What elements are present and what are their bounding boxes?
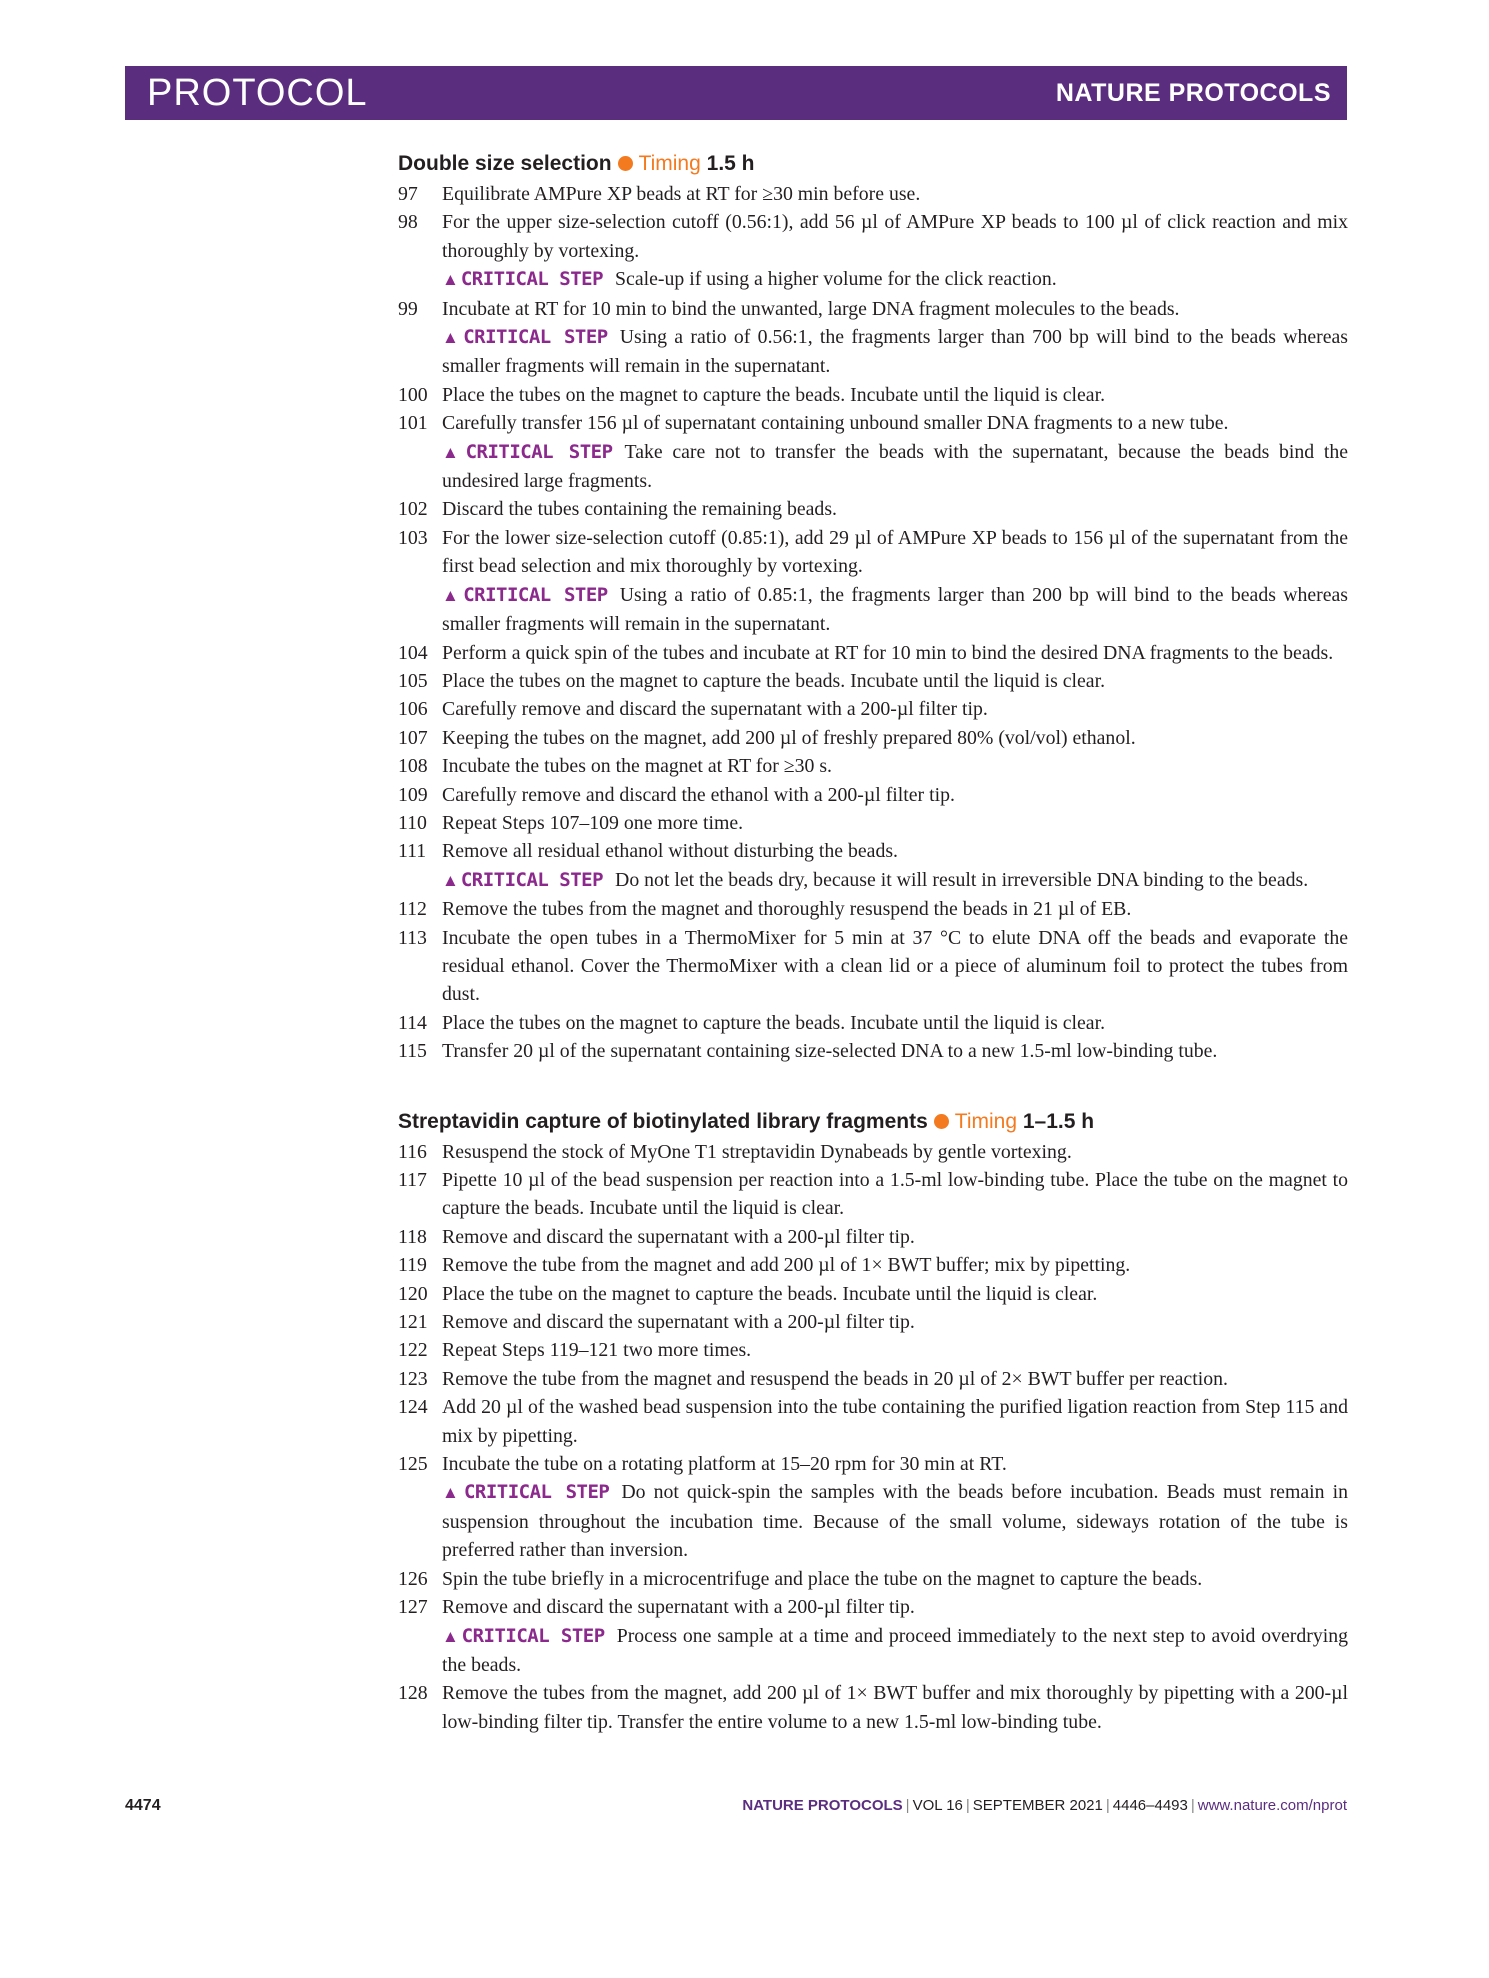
protocol-content [398,150,1348,1736]
critical-step-label: CRITICAL STEP [463,326,608,349]
step-number: 123 [398,1367,428,1390]
timing-value: 1–1.5 h [1022,1109,1095,1133]
critical-step-note [442,581,1348,639]
step-number: 114 [398,1011,427,1034]
protocol-step [398,895,1348,923]
section-heading [398,150,1348,178]
protocol-step [398,1037,1348,1065]
step-number: 103 [398,526,428,549]
step-text: Perform a quick spin of the tubes and incubate at RT for 10 min to bind the desired DNA fragments to the beads. [442,641,1334,664]
step-number: 128 [398,1682,428,1705]
step-number: 127 [398,1596,428,1619]
protocol-step [398,1593,1348,1679]
step-number: 121 [398,1311,428,1334]
protocol-step [398,409,1348,495]
protocol-step [398,1138,1348,1166]
step-number: 124 [398,1396,428,1419]
step-number: 98 [398,211,418,234]
step-number: 117 [398,1169,427,1191]
protocol-step [398,781,1348,809]
step-text: Incubate the tubes on the magnet at RT for ≥30 s. [442,755,832,778]
protocol-step [398,809,1348,837]
step-text: Repeat Steps 119–121 two more times. [442,1339,752,1362]
protocol-step [398,924,1348,1009]
step-text: Transfer 20 µl of the supernatant containing size-selected DNA to a new 1.5-ml low-binding tube. [442,1040,1218,1063]
critical-step-label: CRITICAL STEP [465,440,613,463]
footer-citation: NATURE PROTOCOLS | VOL 16 | SEPTEMBER 2021 | 4446–4493 | www.nature.com/nprot [742,1797,1347,1814]
footer-pages: 4446–4493 [1112,1797,1188,1814]
protocol-step [398,1251,1348,1279]
step-text: Keeping the tubes on the magnet, add 200 µl of freshly prepared 80% (vol/vol) ethanol. [442,726,1136,749]
step-number: 110 [398,811,427,834]
step-number: 118 [398,1225,427,1248]
protocol-step [398,381,1348,409]
step-text: Incubate the open tubes in a ThermoMixer for 5 min at 37 °C to elute DNA off the beads and evaporate the residual ethanol. Cover the ThermoMixer with a clean lid or a piece of aluminum foil to protect the tubes from dust. [442,926,1348,1006]
step-number: 102 [398,498,428,521]
step-text: Place the tube on the magnet to capture the beads. Incubate until the liquid is clear. [442,1282,1098,1305]
step-text: Place the tubes on the magnet to capture the beads. Incubate until the liquid is clear. [442,669,1106,692]
step-number: 108 [398,755,428,778]
step-number: 99 [398,297,418,320]
step-number: 115 [398,1040,427,1063]
section-title: Double size selection [398,152,612,175]
step-number: 120 [398,1282,428,1305]
step-number: 101 [398,412,428,435]
step-number: 106 [398,698,428,721]
warning-triangle-icon: ▲ [442,1483,462,1503]
footer-journal: NATURE PROTOCOLS [742,1797,903,1814]
step-text: Place the tubes on the magnet to capture the beads. Incubate until the liquid is clear. [442,383,1106,406]
critical-step-note [442,1622,1348,1680]
footer-date: SEPTEMBER 2021 [972,1797,1103,1814]
protocol-step [398,667,1348,695]
protocol-step [398,495,1348,523]
critical-step-note [442,1478,1348,1564]
step-text: Incubate the tube on a rotating platform at 15–20 rpm for 30 min at RT. [442,1453,1007,1476]
critical-step-text: Take care not to transfer the beads with the supernatant, because the beads bind the undesired large fragments. [442,440,1348,493]
timing-bullet-icon [618,156,633,171]
step-text: Remove and discard the supernatant with a 200-µl filter tip. [442,1311,915,1334]
step-text: Spin the tube briefly in a microcentrifuge and place the tube on the magnet to capture the beads. [442,1567,1203,1590]
protocol-step [398,208,1348,294]
step-text: Remove the tube from the magnet and resuspend the beads in 20 µl of 2× BWT buffer per reaction. [442,1367,1228,1390]
protocol-step [398,1223,1348,1251]
step-text: Remove and discard the supernatant with a 200-µl filter tip. [442,1225,915,1248]
protocol-step [398,724,1348,752]
critical-step-text: Do not quick-spin the samples with the beads before incubation. Beads must remain in suspension throughout the incubation time. Because of the small volume, sideways rotation of the tube is preferred rather than inversion. [442,1481,1348,1562]
protocol-step [398,1679,1348,1736]
critical-step-text: Using a ratio of 0.85:1, the fragments larger than 200 bp will bind to the beads whereas smaller fragments will remain in the supernatant. [442,583,1349,636]
step-text: Carefully transfer 156 µl of supernatant containing unbound smaller DNA fragments to a new tube. [442,412,1229,435]
step-number: 97 [398,183,418,205]
step-text: Remove the tube from the magnet and add 200 µl of 1× BWT buffer; mix by pipetting. [442,1254,1131,1277]
footer-volume: VOL 16 [912,1797,963,1814]
step-number: 111 [398,840,427,863]
step-text: Carefully remove and discard the supernatant with a 200-µl filter tip. [442,698,988,721]
protocol-step [398,837,1348,895]
step-text: For the lower size-selection cutoff (0.85:1), add 29 µl of AMPure XP beads to 156 µl of the supernatant from the first bead selection and mix thoroughly by vortexing. [442,526,1348,578]
critical-step-label: CRITICAL STEP [460,868,604,891]
timing-label: Timing [638,152,701,175]
step-number: 119 [398,1254,427,1277]
critical-step-label: CRITICAL STEP [460,268,604,291]
step-number: 105 [398,669,428,692]
step-number: 122 [398,1339,428,1362]
section-type-label: PROTOCOL [147,71,368,114]
critical-step-note [442,438,1348,496]
critical-step-label: CRITICAL STEP [463,583,608,606]
protocol-step [398,1336,1348,1364]
step-number: 113 [398,926,427,949]
critical-step-text: Scale-up if using a higher volume for the click reaction. [615,268,1057,291]
protocol-step [398,1009,1348,1037]
footer-url[interactable]: www.nature.com/nprot [1197,1797,1347,1814]
step-text: Repeat Steps 107–109 one more time. [442,811,744,834]
step-number: 104 [398,641,428,664]
step-text: Remove the tubes from the magnet and thoroughly resuspend the beads in 21 µl of EB. [442,898,1132,921]
step-text: Remove and discard the supernatant with a 200-µl filter tip. [442,1596,915,1619]
step-number: 116 [398,1140,427,1163]
critical-step-text: Process one sample at a time and proceed immediately to the next step to avoid overdrying the beads. [442,1624,1349,1676]
protocol-step [398,639,1348,667]
protocol-step [398,1166,1348,1223]
step-number: 126 [398,1567,428,1590]
warning-triangle-icon: ▲ [442,270,459,290]
protocol-step [398,752,1348,780]
warning-triangle-icon: ▲ [442,585,462,605]
step-text: Discard the tubes containing the remaining beads. [442,498,837,521]
header-bar [125,66,1347,120]
protocol-step [398,1393,1348,1450]
warning-triangle-icon: ▲ [442,328,462,348]
warning-triangle-icon: ▲ [442,870,459,890]
protocol-step [398,1450,1348,1565]
section-heading [398,1108,1348,1136]
page-number: 4474 [125,1797,161,1814]
warning-triangle-icon: ▲ [442,442,464,462]
step-text: Equilibrate AMPure XP beads at RT for ≥30 min before use. [442,183,921,205]
protocol-step [398,1365,1348,1393]
critical-step-note [442,265,1348,294]
critical-step-note [442,323,1348,381]
step-text: Remove the tubes from the magnet, add 200 µl of 1× BWT buffer and mix thoroughly by pipetting with a 200-µl low-binding filter tip. Transfer the entire volume to a new 1.5-ml low-binding tube. [442,1682,1348,1733]
timing-bullet-icon [934,1114,949,1129]
step-number: 100 [398,383,428,406]
protocol-step [398,295,1348,381]
step-text: For the upper size-selection cutoff (0.56:1), add 56 µl of AMPure XP beads to 100 µl of click reaction and mix thoroughly by vortexing. [442,211,1348,262]
step-text: Remove all residual ethanol without disturbing the beads. [442,840,898,863]
critical-step-text: Do not let the beads dry, because it will result in irreversible DNA binding to the beads. [615,868,1309,891]
critical-step-text: Using a ratio of 0.56:1, the fragments larger than 700 bp will bind to the beads whereas smaller fragments will remain in the supernatant. [442,326,1349,378]
protocol-step [398,1565,1348,1593]
step-text: Resuspend the stock of MyOne T1 streptavidin Dynabeads by gentle vortexing. [442,1140,1072,1163]
step-text: Place the tubes on the magnet to capture the beads. Incubate until the liquid is clear. [442,1011,1106,1034]
step-number: 125 [398,1453,428,1476]
critical-step-label: CRITICAL STEP [463,1481,610,1504]
step-text: Incubate at RT for 10 min to bind the unwanted, large DNA fragment molecules to the beads. [442,297,1180,320]
step-text: Carefully remove and discard the ethanol with a 200-µl filter tip. [442,783,955,806]
timing-value: 1.5 h [706,152,755,175]
step-number: 109 [398,783,428,806]
step-text: Pipette 10 µl of the bead suspension per reaction into a 1.5-ml low-binding tube. Place the tube on the magnet to capture the beads. Incubate until the liquid is clear. [442,1169,1348,1220]
section-title: Streptavidin capture of biotinylated library fragments [398,1109,928,1133]
step-number: 107 [398,726,428,749]
protocol-step [398,524,1348,639]
protocol-step [398,1280,1348,1308]
step-number: 112 [398,898,427,921]
critical-step-note [442,866,1348,895]
warning-triangle-icon: ▲ [442,1626,460,1646]
protocol-step [398,695,1348,723]
step-text: Add 20 µl of the washed bead suspension into the tube containing the purified ligation reaction from Step 115 and mix by pipetting. [442,1396,1348,1447]
journal-name: NATURE PROTOCOLS [1055,78,1331,107]
protocol-step [398,1308,1348,1336]
critical-step-label: CRITICAL STEP [461,1624,605,1647]
protocol-step [398,180,1348,208]
timing-label: Timing [954,1109,1018,1133]
